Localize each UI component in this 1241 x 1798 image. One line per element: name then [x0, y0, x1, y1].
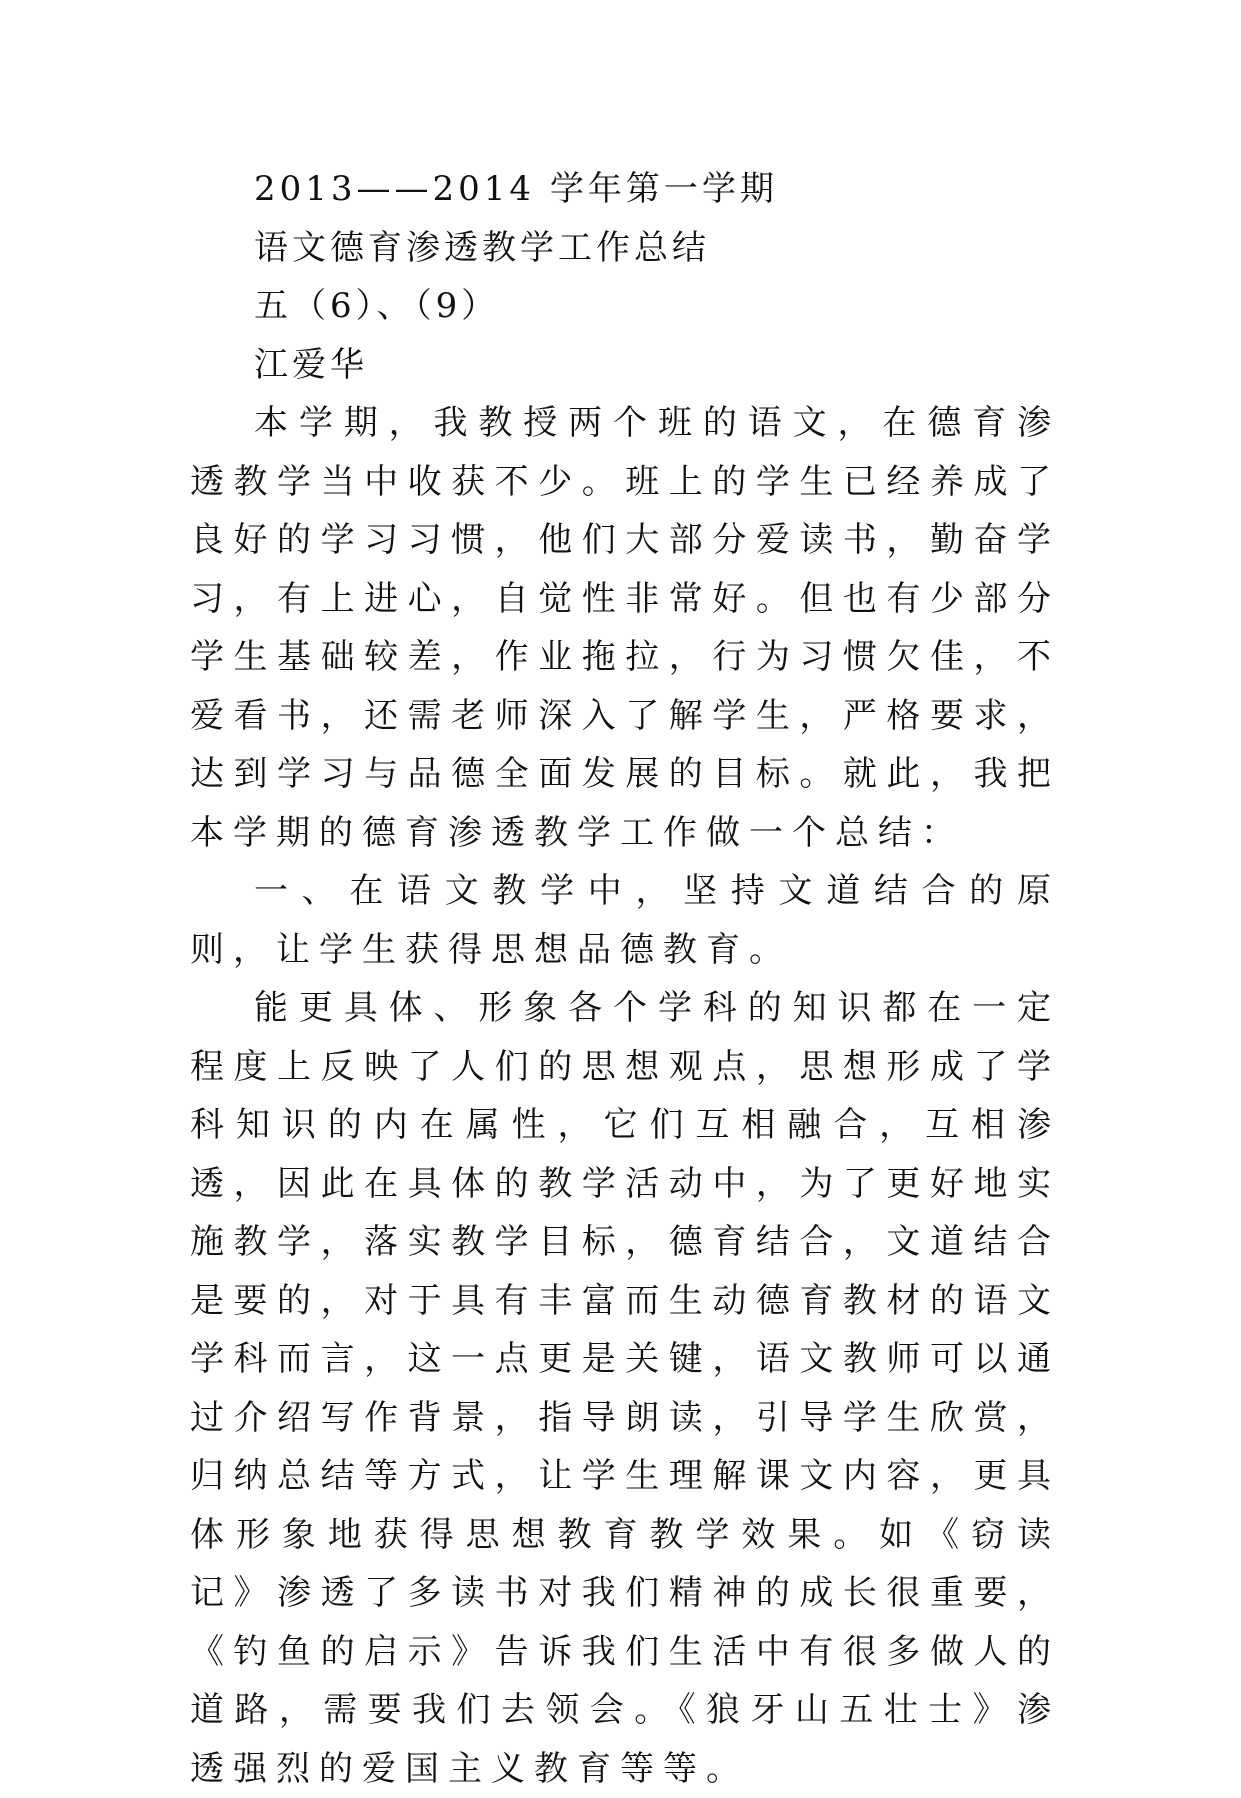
class-line: 五（6）、（9） [254, 286, 500, 326]
document-title: 语文德育渗透教学工作总结 [254, 227, 710, 268]
document-body [190, 160, 1060, 1798]
author-name: 江爱华 [254, 344, 368, 385]
paragraph-intro: 本学期，我教授两个班的语文，在德育渗透教学当中收获不少。班上的学生已经养成了良好的学习习惯，他们大部分爱读书，勤奋学习，有上进心，自觉性非常好。但也有少部分学生基础较差，作业拖拉，行为习惯欠佳，不爱看书，还需老师深入了解学生，严格要求，达到学习与品德全面发展的目标。就此，我把本学期的德育渗透教学工作做一个总结： [190, 403, 1060, 853]
term-line: 2013——2014 学年第一学期 [254, 169, 778, 209]
paragraph-section-one-heading: 一、在语文教学中，坚持文道结合的原则，让学生获得思想品德教育。 [190, 871, 1060, 970]
paragraph-section-one-body: 能更具体、形象各个学科的知识都在一定程度上反映了人们的思想观点，思想形成了学科知识的内在属性，它们互相融合，互相渗透，因此在具体的教学活动中，为了更好地实施教学，落实教学目标，德育结合，文道结合是要的，对于具有丰富而生动德育教材的语文学科而言，这一点更是关键，语文教师可以通过介绍写作背景，指导朗读，引导学生欣赏，归纳总结等方式，让学生理解课文内容，更具体形象地获得思想教育教学效果。如《窃读记》渗透了多读书对我们精神的成长很重要，《钓鱼的启示》告诉我们生活中有很多做人的道路，需要我们去领会。《狼牙山五壮士》渗透强烈的爱国主义教育等等。 [190, 988, 1060, 1789]
